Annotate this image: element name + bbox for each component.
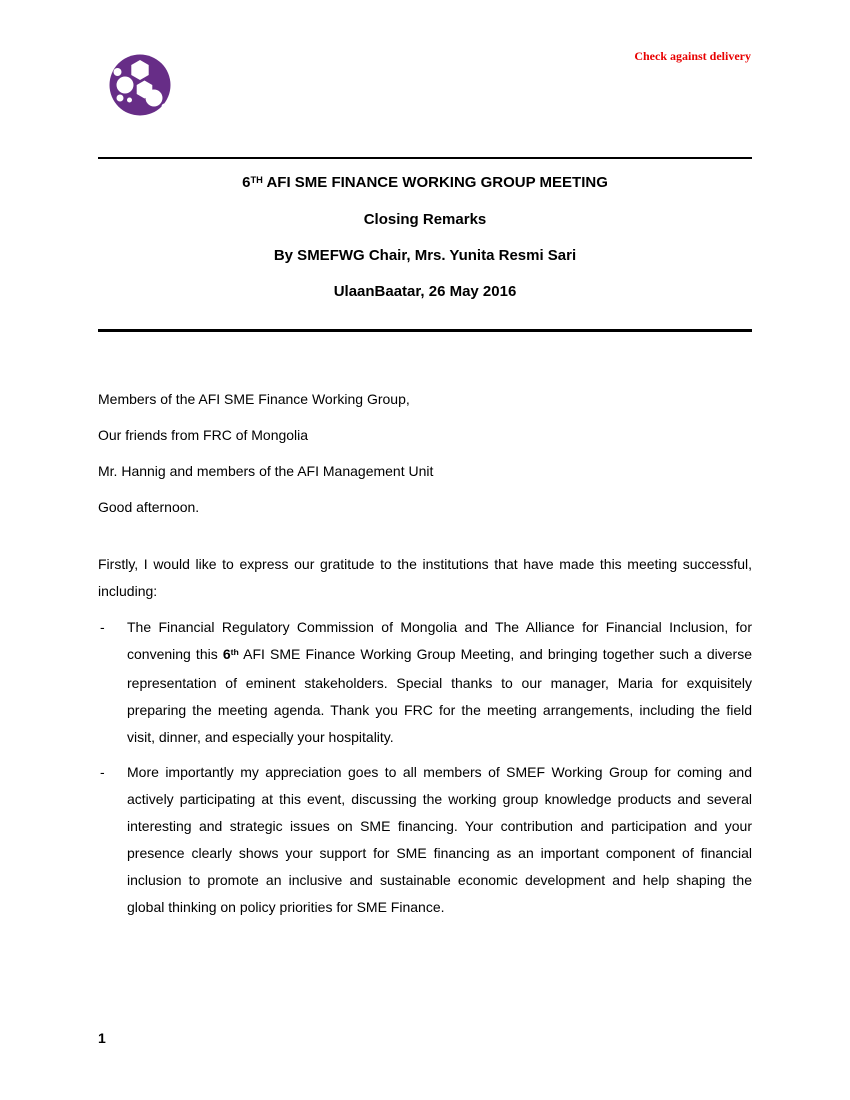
check-against-delivery-watermark: Check against delivery [634,49,751,63]
bullet-highlight: 6 [222,646,231,662]
bullet-text: The Financial Regulatory Commission of Mongolia and The Alliance for Financial Inclusion, for convening this [127,619,752,662]
byline: By SMEFWG Chair, Mrs. Yunita Resmi Sari [273,247,577,264]
bullet-highlight-ordinal: th [230,647,239,658]
subtitle: Closing Remarks [363,211,487,228]
meeting-title-text: AFI SME FINANCE WORKING GROUP MEETING [262,174,608,191]
document-body [98,386,752,931]
bullet-item [98,759,752,923]
bullet-dash: - [100,764,105,780]
salutation-line: Mr. Hannig and members of the AFI Management Unit [98,463,434,479]
salutation-line: Members of the AFI SME Finance Working Group, [98,391,410,407]
meeting-title-number: 6 [242,174,251,191]
bullet-text: More importantly my appreciation goes to all members of SMEF Working Group for coming and actively participating at this event, discussing the working group knowledge products and several interesting and strategic issues on SME financing. Your contribution and participation and your presence clearly shows your support for SME financing as an important component of financial inclusion to promote an inclusive and sustainable economic development and help shaping the global thinking on policy priorities for SME Finance. [127,764,752,915]
title-block [98,157,752,332]
meeting-title-ordinal: TH [250,174,263,185]
afi-logo [108,54,172,116]
salutation-line: Our friends from FRC of Mongolia [98,427,309,443]
afi-logo-icon [108,54,172,116]
bullet-dash: - [100,619,105,635]
salutation-line: Good afternoon. [98,499,200,515]
meeting-title [98,165,752,202]
bullet-list [98,614,752,923]
location-date: UlaanBaatar, 26 May 2016 [333,283,517,300]
page-number: 1 [98,1030,106,1046]
bullet-text: AFI SME Finance Working Group Meeting, and bringing together such a diverse representation of eminent stakeholders. Special thanks to our manager, Maria for exquisitely preparing the meeting agenda. Thank you FRC for the meeting arrangements, including the field visit, dinner, and especially your hospitality. [127,646,752,745]
intro-paragraph: Firstly, I would like to express our gratitude to the institutions that have made this meeting successful, including: [98,556,752,599]
bullet-item [98,614,752,751]
